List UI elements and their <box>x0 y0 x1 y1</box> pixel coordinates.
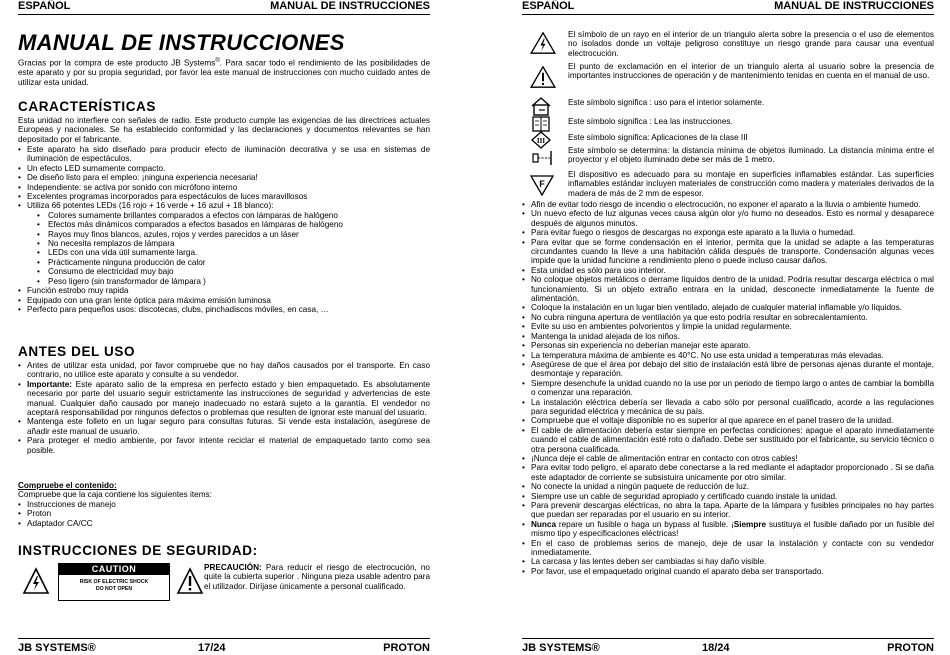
page-header <box>522 0 934 15</box>
exclamation-warning-icon <box>528 66 558 88</box>
precaution-text: PRECAUCIÓN: Para reducir el riesgo de electrocución, no quite la cubierta superior . Ninguna pieza usable adentro para el utilizador. Diríjase únicamente a personal cualificado. <box>204 563 430 591</box>
list-item: • En el caso de problemas serios de manejo, deje de usar la instalación y contacte con su vendedor inmediatamente. <box>522 539 934 558</box>
list-item: • Prácticamente ninguna producción de calor <box>18 258 430 267</box>
caution-title: CAUTION <box>59 564 169 575</box>
features-intro: Esta unidad no interfiere con señales de radio. Este producto cumple las exigencias de las directrices actuales Europeas y nacionales. Se ha establecido conformidad y las declaraciones y documentos relevantes se han depositado por el fabricante. <box>18 116 430 144</box>
header-title: MANUAL DE INSTRUCCIONES <box>774 0 934 12</box>
list-item: • Colores sumamente brillantes comparados a efectos con lámparas de halógeno <box>18 211 430 220</box>
list-item: • La carcasa y las lentes deben ser cambiadas si hay daño visible. <box>522 557 934 566</box>
features-heading: CARACTERÍSTICAS <box>18 99 157 114</box>
header-title: MANUAL DE INSTRUCCIONES <box>270 0 430 12</box>
features-list <box>18 145 430 314</box>
list-item: • Este aparato ha sido diseñado para producir efecto de iluminación decorativa y se usa en sistemas de iluminación de espectáculos. <box>18 145 430 164</box>
page-header <box>18 0 430 15</box>
footer-model: PROTON <box>887 642 934 654</box>
list-item: • Adaptador CA/CC <box>18 519 430 528</box>
list-item: • Equipado con una gran lente óptica para máxima emisión luminosa <box>18 296 430 305</box>
list-item: • Afin de evitar todo riesgo de incendio o electrocución, no exponer el aparato a la lluvia o ambiente humedo. <box>522 200 934 209</box>
list-item: • Para evitar todo peligro, el aparato debe conectarse a la red mediante el adaptador proporcionado . Si se daña este adaptador de corriente se subsistuira unicamente por otro similar. <box>522 463 934 482</box>
list-item: • Independiente: se activa por sonido con micrófono interno <box>18 183 430 192</box>
symbol-indoor-row <box>522 96 934 116</box>
list-item: • No conecte la unidad a ningún paquete de reducción de luz. <box>522 482 934 491</box>
symbol-distance-row <box>522 146 934 170</box>
left-page <box>18 0 430 654</box>
contents-heading: Compruebe el contenido: <box>18 481 117 490</box>
symbol-description: Este símbolo significa : Lea las instrucciones. <box>568 117 733 126</box>
list-item: • Mantenga este folleto en un lugar seguro para consultas futuras. Si vende esta instalación, asegúrese de añadir este manual de usuario. <box>18 417 430 436</box>
contents-intro: Compruebe que la caja contiene los siguientes items: <box>18 490 212 500</box>
list-item: • Siempre desenchufe la unidad cuando no la use por un periodo de tiempo largo o antes de cambiar la bombilla o comenzar una reparación. <box>522 379 934 398</box>
intro-paragraph: Gracias por la compra de este producto JB Systems®. Para sacar todo el rendimiento de las posibilidades de este aparato y por su propia seguridad, por favor lea este manual de instrucciones con mucho cuidado antes de utilizar esta unidad. <box>18 58 431 87</box>
list-item: • Personas sin experiencia no deberían manejar este aparato. <box>522 341 934 350</box>
svg-text:III: III <box>536 137 546 145</box>
list-item: • Consumo de electricidad muy bajo <box>18 267 430 276</box>
list-item: • ¡Nunca deje el cable de alimentación entrar en contacto con otros cables! <box>522 454 934 463</box>
caution-row <box>18 563 430 603</box>
list-item: • Para evitar que se forme condensación en el interior, permita que la unidad se adapte a las temperaturas circundantes cuando la lleve a una habitación cálida después de transporte. Condensación algunas veces impide que la unidad funcione a rendimiento pleno o puede incluso causar daños. <box>522 238 934 266</box>
page-footer <box>18 638 430 655</box>
symbol-description: Este símbolo significa: Aplicaciones de la clase III <box>568 133 748 142</box>
symbol-exclamation-row <box>522 62 934 94</box>
list-item: • Para evitar fuego o riesgos de descargas no exponga este aparato a la lluvia o humedad. <box>522 228 934 237</box>
list-item: • Siempre use un cable de seguridad apropiado y certificado cuando instale la unidad. <box>522 492 934 501</box>
exclamation-warning-icon <box>176 567 204 595</box>
list-item: • Coloque la instalación en un lugar bien ventilado, alejado de cualquier material inflamable y/o líquidos. <box>522 303 934 312</box>
list-item: • Evite su uso en ambientes polvorientos y limpie la unidad regularmente. <box>522 322 934 331</box>
electric-shock-warning-icon <box>22 567 50 595</box>
list-item: • Un nuevo efecto de luz algunas veces causa algún olor y/o humo no deseados. Esto es normal y desaparece después de algunos minutos. <box>522 209 934 228</box>
list-item: • De diseño listo para el empleo: ¡ninguna experiencia necesaria! <box>18 173 430 182</box>
page-number: 18/24 <box>702 642 730 654</box>
list-item: • Para prevenir descargas eléctricas, no abra la tapa. Aparte de la lámpara y fusibles principales no hay partes que puedan ser reparadas por el usuario en su interior. <box>522 501 934 520</box>
symbol-lightning-row <box>522 30 934 62</box>
header-language: ESPAÑOL <box>18 0 71 12</box>
safety-heading: INSTRUCCIONES DE SEGURIDAD: <box>18 543 258 558</box>
list-item: • Utiliza 66 potentes LEDs (16 rojo + 16 verde + 16 azul + 18 blanco): <box>18 201 430 210</box>
caution-subtitle-2: DO NOT OPEN <box>95 585 133 592</box>
caution-label <box>58 563 170 601</box>
list-item: • Nunca repare un fusible o haga un bypass al fusible. ¡Siempre sustituya el fusible dañado por un fusible del mismo tipo y especificaciones eléctricas! <box>522 520 934 539</box>
list-item: • Compruebe que el voltaje disponible no es superior al que aparece en el panel trasero de la unidad. <box>522 416 934 425</box>
list-item: • Efectos más dinámicos comparados a efectos basados en lámparas de halógeno <box>18 220 430 229</box>
list-item: • Proton <box>18 509 430 518</box>
page-title: MANUAL DE INSTRUCCIONES <box>18 30 345 55</box>
list-item: • Instrucciones de manejo <box>18 500 430 509</box>
before-use-heading: ANTES DEL USO <box>18 344 136 359</box>
electric-shock-warning-icon <box>528 32 558 54</box>
svg-text:F: F <box>539 179 545 189</box>
list-item: • Antes de utilizar esta unidad, por favor compruebe que no hay daños causados por el transporte. En caso contrario, no utilice este aparato y consulte a su vendedor. <box>18 361 430 380</box>
list-item: • Un efecto LED sumamente compacto. <box>18 164 430 173</box>
safety-rules-list <box>522 200 934 576</box>
minimum-distance-icon <box>530 148 554 168</box>
list-item: • Peso ligero (sin transformador de lámpara ) <box>18 277 430 286</box>
symbol-flammable-row <box>522 170 934 200</box>
list-item: • La temperatura máxima de ambiente es 40°C. No use esta unidad a temperaturas más elevadas. <box>522 351 934 360</box>
list-item: • No necesita remplazos de lámpara <box>18 239 430 248</box>
page-footer <box>522 638 934 655</box>
list-item: • Perfecto para pequeños usos: discotecas, clubs, pinchadiscos móviles, en casa, … <box>18 305 430 314</box>
right-page <box>522 0 934 654</box>
symbol-description: El símbolo de un rayo en el interior de un triangulo alerta sobre la presencia o el uso de elementos no isolados donde un voltaje peligroso constituye un riesgo grande para causar una eventual electrocución. <box>568 30 934 58</box>
symbol-description: Este símbolo significa : uso para el interior solamente. <box>568 98 765 107</box>
list-item: • Asegúrese de que el área por debajo del sitio de instalación está libre de personas ajenas durante el montaje, desmontaje y reparación. <box>522 360 934 379</box>
list-item: • Función estrobo muy rapida <box>18 286 430 295</box>
list-item: • Por favor, use el empaquetado original cuando el aparato deba ser transportado. <box>522 567 934 576</box>
list-item: • No coloque objetos metálicos o derrame líquidos dentro de la unidad. Podría resultar descarga eléctrica o mal funcionamiento. Si un objeto extraño entrara en la unidad, desconecte inmediatamente la fuente de alimentación. <box>522 275 934 303</box>
symbol-description: El dispositivo es adecuado para su montaje en superficies inflamables estándar. Las superficies inflamables estándar incluyen materiales de construcción como madera y materiales derivados de la madera de más de 2 mm de espesor. <box>568 170 934 198</box>
footer-brand: JB SYSTEMS® <box>18 642 96 654</box>
list-item: • Para proteger el medio ambiente, por favor intente reciclar el material de empaquetado tanto como sea posible. <box>18 436 430 455</box>
list-item: • Importante: Este aparato salio de la empresa en perfecto estado y bien empaquetado. Es absolutamente necesario por parte del usuario seguir estrictamente las instrucciones de seguridad y advertencias de este manual. Cualquier daño causado por manejo inadecuado no estará sujeto a la garantía. El vendedor no aceptará responsabilidad por ningunos defectos o problemas que resulten de ignorar este manual del usuario. <box>18 380 430 418</box>
header-language: ESPAÑOL <box>522 0 575 12</box>
list-item: • Excelentes programas incorporados para espectáculos de luces maravillosos <box>18 192 430 201</box>
flammable-surface-icon <box>530 174 554 196</box>
before-use-list <box>18 361 430 455</box>
list-item: • Esta unidad es sólo para uso interior. <box>522 266 934 275</box>
symbol-description: El punto de exclamación en el interior de un triangulo alerta al usuario sobre la presencia de importantes instrucciones de operación y de mantenimiento tenidas en cuenta en el manual de uso. <box>568 62 934 81</box>
footer-model: PROTON <box>383 642 430 654</box>
list-item: • La instalación eléctrica debería ser llevada a cabo sólo por personal cualificado, acorde a las regulaciones para seguridad eléctrica y mecánica de su país. <box>522 398 934 417</box>
caution-subtitle-1: RISK OF ELECTRIC SHOCK <box>79 579 149 585</box>
page-number: 17/24 <box>198 642 226 654</box>
footer-brand: JB SYSTEMS® <box>522 642 600 654</box>
symbol-description: Este símbolo se determina: la distancia mínima de objetos iluminado. La distancia mínima entre el proyector y el objeto iluminado debe ser más de 1 metro. <box>568 146 934 165</box>
list-item: • Mantenga la unidad alejada de los niños. <box>522 332 934 341</box>
list-item: • LEDs con una vida útil sumamente larga. <box>18 248 430 257</box>
list-item: • No cubra ninguna apertura de ventilación ya que esto podría resultar en sobrecalentamiento. <box>522 313 934 322</box>
list-item: • El cable de alimentación debería estar siempre en perfectas condiciones: apague el aparato inmediatamente cuando el cable de alimentación esté roto o dañado. Debe ser sustituido por el fabricante, su servicio técnico o otra persona cualificada. <box>522 426 934 454</box>
indoor-use-icon <box>530 96 552 116</box>
contents-section <box>18 481 430 528</box>
list-item: • Rayos muy finos blancos, azules, rojos y verdes parecidos a un láser <box>18 230 430 239</box>
